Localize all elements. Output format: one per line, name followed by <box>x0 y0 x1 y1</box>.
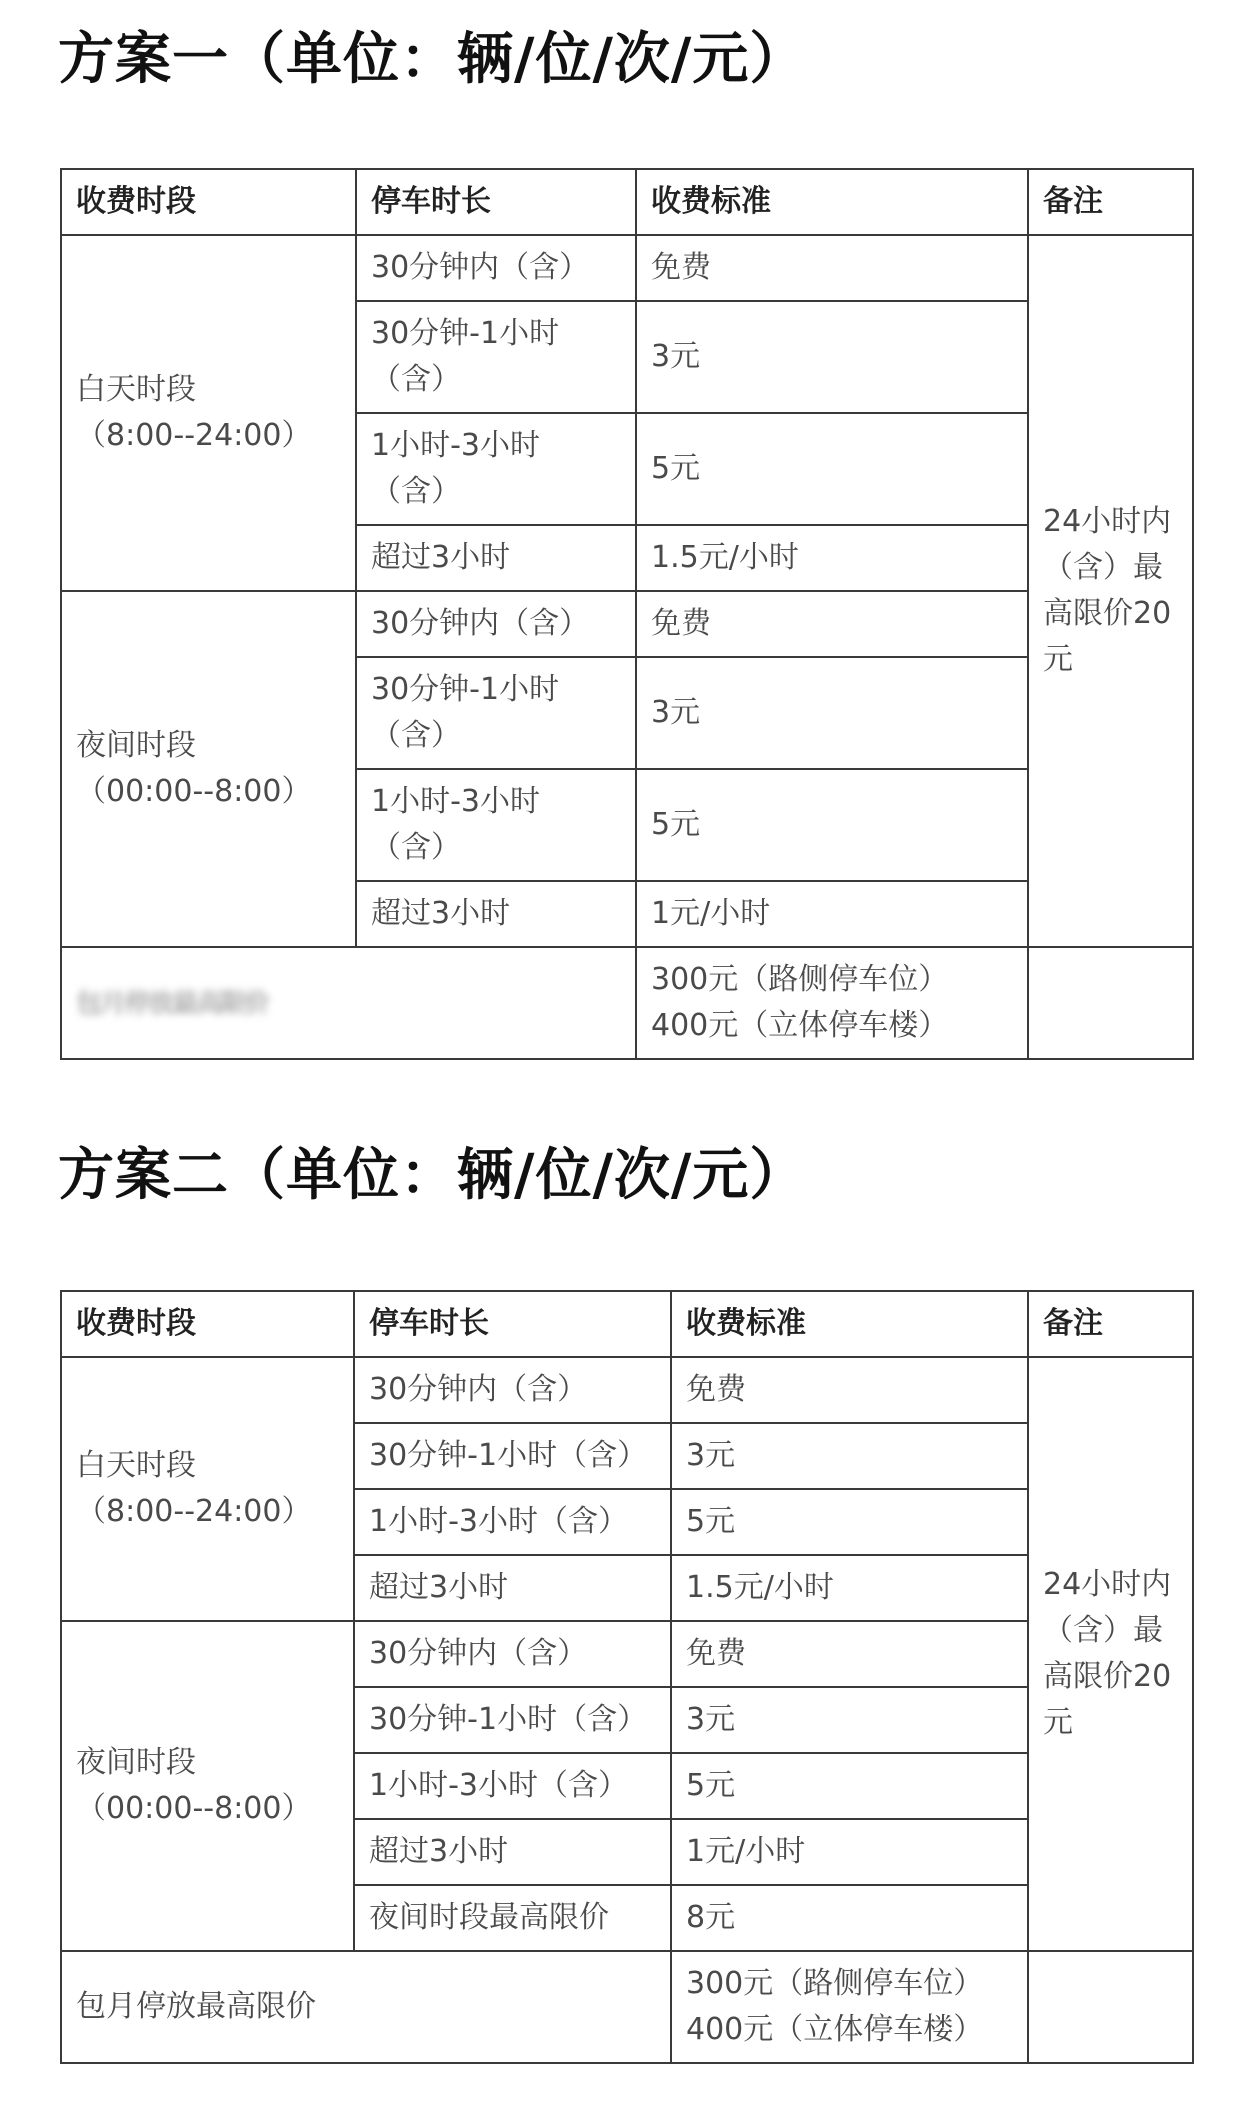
duration-cell: 30分钟内（含） <box>354 1621 671 1687</box>
duration-cell: 30分钟-1小时（含） <box>354 1687 671 1753</box>
fee-cell: 1.5元/小时 <box>671 1555 1028 1621</box>
table-row <box>61 235 1193 301</box>
duration-cell: 30分钟内（含） <box>356 591 636 657</box>
duration-cell: 超过3小时 <box>356 881 636 947</box>
fee-cell: 免费 <box>636 591 1028 657</box>
duration-cell: 30分钟内（含） <box>356 235 636 301</box>
fee-cell: 免费 <box>636 235 1028 301</box>
plan-1-title: 方案一（单位：辆/位/次/元） <box>58 27 807 92</box>
fee-cell: 免费 <box>671 1621 1028 1687</box>
table-row <box>61 591 1193 657</box>
fee-cell: 3元 <box>636 301 1028 413</box>
table-row <box>61 1621 1193 1687</box>
duration-cell: 30分钟-1小时 （含） <box>356 301 636 413</box>
fee-cell: 5元 <box>636 769 1028 881</box>
monthly-cap-fee-cell: 300元（路侧停车位） 400元（立体停车楼） <box>636 947 1028 1059</box>
table-header-row <box>61 1291 1193 1357</box>
table-row <box>61 1357 1193 1423</box>
duration-cell: 1小时-3小时（含） <box>354 1753 671 1819</box>
fee-cell: 1元/小时 <box>636 881 1028 947</box>
night-period-cell: 夜间时段 （00:00--8:00） <box>61 591 356 947</box>
fee-cell: 3元 <box>671 1687 1028 1753</box>
fee-cell: 5元 <box>671 1753 1028 1819</box>
plan-2-title: 方案二（单位：辆/位/次/元） <box>58 1143 807 1208</box>
duration-cell: 超过3小时 <box>356 525 636 591</box>
duration-cell: 夜间时段最高限价 <box>354 1885 671 1951</box>
footer-remark-cell <box>1028 1951 1193 2063</box>
header-period: 收费时段 <box>61 169 356 235</box>
fee-cell: 1.5元/小时 <box>636 525 1028 591</box>
footer-remark-cell <box>1028 947 1193 1059</box>
duration-cell: 1小时-3小时（含） <box>354 1489 671 1555</box>
header-duration: 停车时长 <box>354 1291 671 1357</box>
monthly-cap-label-blurred: 包月停放最高限价 <box>76 988 269 1019</box>
duration-cell: 30分钟-1小时 （含） <box>356 657 636 769</box>
night-period-cell: 夜间时段 （00:00--8:00） <box>61 1621 354 1951</box>
header-remark: 备注 <box>1028 169 1193 235</box>
fee-cell: 3元 <box>671 1423 1028 1489</box>
duration-cell: 1小时-3小时 （含） <box>356 769 636 881</box>
table-header-row <box>61 169 1193 235</box>
duration-cell: 超过3小时 <box>354 1555 671 1621</box>
fee-cell: 免费 <box>671 1357 1028 1423</box>
header-fee: 收费标准 <box>671 1291 1028 1357</box>
plan-2-fee-table <box>60 1290 1194 2064</box>
remark-cell: 24小时内 （含）最 高限价20 元 <box>1028 235 1193 947</box>
remark-cell: 24小时内 （含）最 高限价20 元 <box>1028 1357 1193 1951</box>
fee-cell: 1元/小时 <box>671 1819 1028 1885</box>
monthly-cap-label-cell: 包月停放最高限价 <box>61 1951 671 2063</box>
table-row <box>61 1951 1193 2063</box>
fee-cell: 5元 <box>636 413 1028 525</box>
header-duration: 停车时长 <box>356 169 636 235</box>
fee-cell: 5元 <box>671 1489 1028 1555</box>
plan-1-fee-table <box>60 168 1194 1060</box>
fee-cell: 8元 <box>671 1885 1028 1951</box>
duration-cell: 30分钟内（含） <box>354 1357 671 1423</box>
monthly-cap-label-cell <box>61 947 636 1059</box>
day-period-cell: 白天时段 （8:00--24:00） <box>61 235 356 591</box>
duration-cell: 30分钟-1小时（含） <box>354 1423 671 1489</box>
table-row <box>61 947 1193 1059</box>
header-period: 收费时段 <box>61 1291 354 1357</box>
duration-cell: 1小时-3小时 （含） <box>356 413 636 525</box>
header-fee: 收费标准 <box>636 169 1028 235</box>
day-period-cell: 白天时段 （8:00--24:00） <box>61 1357 354 1621</box>
monthly-cap-fee-cell: 300元（路侧停车位） 400元（立体停车楼） <box>671 1951 1028 2063</box>
duration-cell: 超过3小时 <box>354 1819 671 1885</box>
fee-cell: 3元 <box>636 657 1028 769</box>
header-remark: 备注 <box>1028 1291 1193 1357</box>
